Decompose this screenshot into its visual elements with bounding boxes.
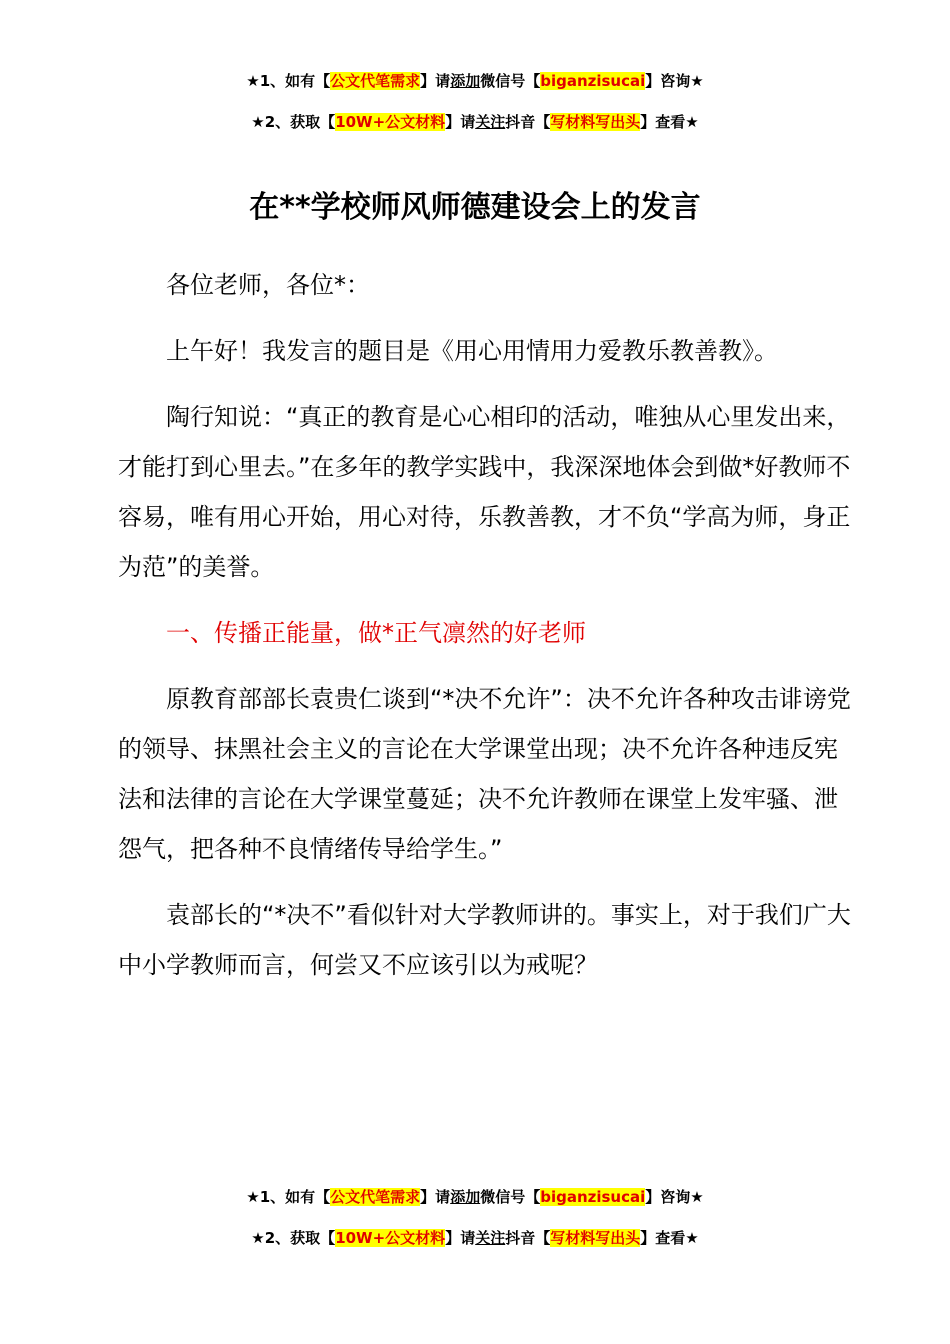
banner-text: 】请 xyxy=(445,113,476,131)
header-banner xyxy=(0,70,950,133)
banner-highlight: 写材料写出头 xyxy=(550,113,641,131)
banner-text: ★2、获取【 xyxy=(251,1229,336,1247)
banner-line-1 xyxy=(0,1186,950,1208)
footer-banner xyxy=(0,1186,950,1249)
banner-highlight: biganzisucai xyxy=(540,72,646,90)
banner-text: 】请 xyxy=(445,1229,476,1247)
intro-paragraph: 上午好！我发言的题目是《用心用情用力爱教乐教善教》。 xyxy=(166,337,778,365)
banner-underline: 添加 xyxy=(450,72,481,90)
banner-text: 抖音【 xyxy=(505,113,551,131)
banner-highlight: 10W+公文材料 xyxy=(335,113,446,131)
section-heading-1: 一、传播正能量，做*正气凛然的好老师 xyxy=(166,619,586,647)
banner-text: 】查看★ xyxy=(640,1229,699,1247)
paragraph-2: 原教育部部长袁贵仁谈到“*决不允许”：决不允许各种攻击诽谤党的领导、抹黑社会主义的言论在大学课堂出现；决不允许各种违反宪法和法律的言论在大学课堂蔓延；决不允许教师在课堂上发牢骚、泄怨气，把各种不良情绪传导给学生。” xyxy=(118,685,851,863)
banner-text: 微信号【 xyxy=(480,1188,541,1206)
banner-text: 微信号【 xyxy=(480,72,541,90)
banner-underline: 添加 xyxy=(450,1188,481,1206)
document-title: 在**学校师风师德建设会上的发言 xyxy=(249,190,701,225)
banner-text: 抖音【 xyxy=(505,1229,551,1247)
banner-line-1 xyxy=(0,70,950,92)
banner-highlight: 写材料写出头 xyxy=(550,1229,641,1247)
greeting: 各位老师，各位*： xyxy=(166,271,370,299)
banner-text: ★1、如有【 xyxy=(246,1188,331,1206)
banner-underline: 关注 xyxy=(475,113,506,131)
paragraph-1: 陶行知说：“真正的教育是心心相印的活动，唯独从心里发出来，才能打到心里去。”在多年的教学实践中，我深深地体会到做*好教师不容易，唯有用心开始，用心对待，乐教善教，才不负“学高为师，身正为范”的美誉。 xyxy=(118,403,851,581)
banner-text: ★2、获取【 xyxy=(251,113,336,131)
banner-text: 】请 xyxy=(420,72,451,90)
banner-highlight: biganzisucai xyxy=(540,1188,646,1206)
banner-line-2 xyxy=(0,111,950,133)
banner-text: ★1、如有【 xyxy=(246,72,331,90)
document-body xyxy=(118,260,858,990)
banner-text: 】咨询★ xyxy=(645,72,704,90)
banner-highlight: 10W+公文材料 xyxy=(335,1229,446,1247)
banner-highlight: 公文代笔需求 xyxy=(330,1188,421,1206)
banner-text: 】咨询★ xyxy=(645,1188,704,1206)
banner-underline: 关注 xyxy=(475,1229,506,1247)
banner-line-2 xyxy=(0,1227,950,1249)
banner-text: 】查看★ xyxy=(640,113,699,131)
banner-highlight: 公文代笔需求 xyxy=(330,72,421,90)
banner-text: 】请 xyxy=(420,1188,451,1206)
paragraph-3: 袁部长的“*决不”看似针对大学教师讲的。事实上，对于我们广大中小学教师而言，何尝又不应该引以为戒呢？ xyxy=(118,901,851,979)
